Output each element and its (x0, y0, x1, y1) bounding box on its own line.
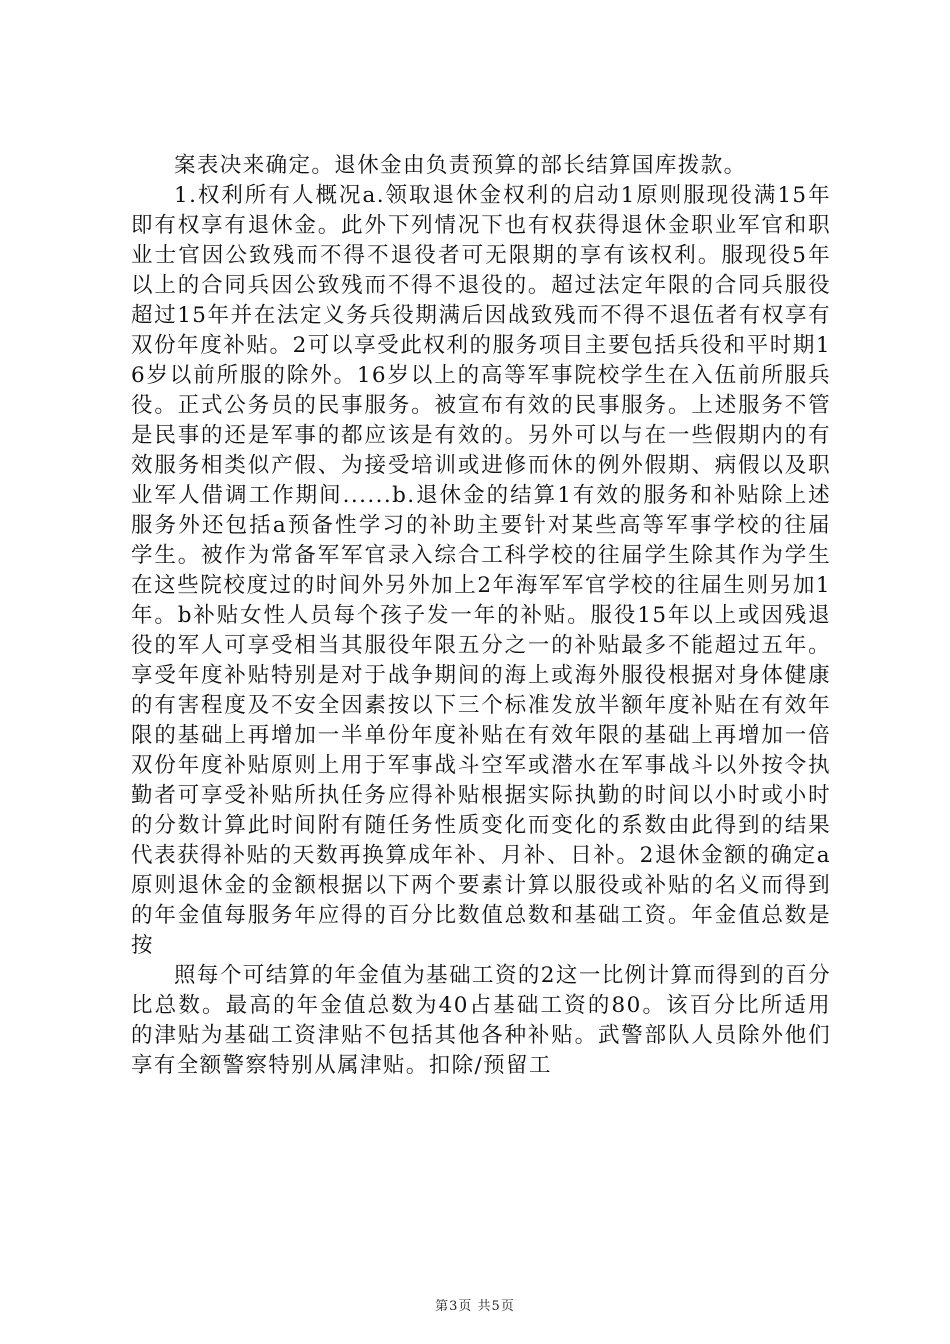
body-text (131, 151, 831, 1081)
paragraph: 照每个可结算的年金值为基础工资的2这一比例计算而得到的百分比总数。最高的年金值总数为40占基础工资的80。该百分比所适用的津贴为基础工资津贴不包括其他各种补贴。武警部队人员除外他们享有全额警察特别从属津贴。扣除/预留工 (131, 963, 831, 1078)
paragraph: 案表决来确定。退休金由负责预算的部长结算国库拨款。 (174, 153, 747, 178)
page-footer: 第3页 共5页 (435, 1299, 515, 1314)
paragraph: 1.权利所有人概况a.领取退休金权利的启动1原则服现役满15年即有权享有退休金。此外下列情况下也有权获得退休金职业军官和职业士官因公致残而不得不退役者可无限期的享有该权利。服现役5年以上的合同兵因公致残而不得不退役的。超过法定年限的合同兵服役超过15年并在法定义务兵役期满后因战致残而不得不退伍者有权享有双份年度补贴。2可以享受此权利的服务项目主要包括兵役和平时期16岁以前所服的除外。16岁以上的高等军事院校学生在入伍前所服兵役。正式公务员的民事服务。被宣布有效的民事服务。上述服务不管是民事的还是军事的都应该是有效的。另外可以与在一些假期内的有效服务相类似产假、为接受培训或进修而休的例外假期、病假以及职业军人借调工作期间......b.退休金的结算1有效的服务和补贴除上述服务外还包括a预备性学习的补助主要针对某些高等军事学校的往届学生。被作为常备军军官录入综合工科学校的往届学生除其作为学生在这些院校度过的时间外另外加上2年海军军官学校的往届生则另加1年。b补贴女性人员每个孩子发一年的补贴。服役15年以上或因残退役的军人可享受相当其服役年限五分之一的补贴最多不能超过五年。享受年度补贴特别是对于战争期间的海上或海外服役根据对身体健康的有害程度及不安全因素按以下三个标准发放半额年度补贴在有效年限的基础上再增加一半单份年度补贴在有效年限的基础上再增加一倍双份年度补贴原则上用于军事战斗空军或潜水在军事战斗以外按令执勤者可享受补贴所执任务应得补贴根据实际执勤的时间以小时或小时的分数计算此时间附有随任务性质变化而变化的系数由此得到的结果代表获得补贴的天数再换算成年补、月补、日补。2退休金额的确定a原则退休金的金额根据以下两个要素计算以服役或补贴的名义而得到的年金值每服务年应得的百分比数值总数和基础工资。年金值总数是按 (131, 183, 831, 958)
